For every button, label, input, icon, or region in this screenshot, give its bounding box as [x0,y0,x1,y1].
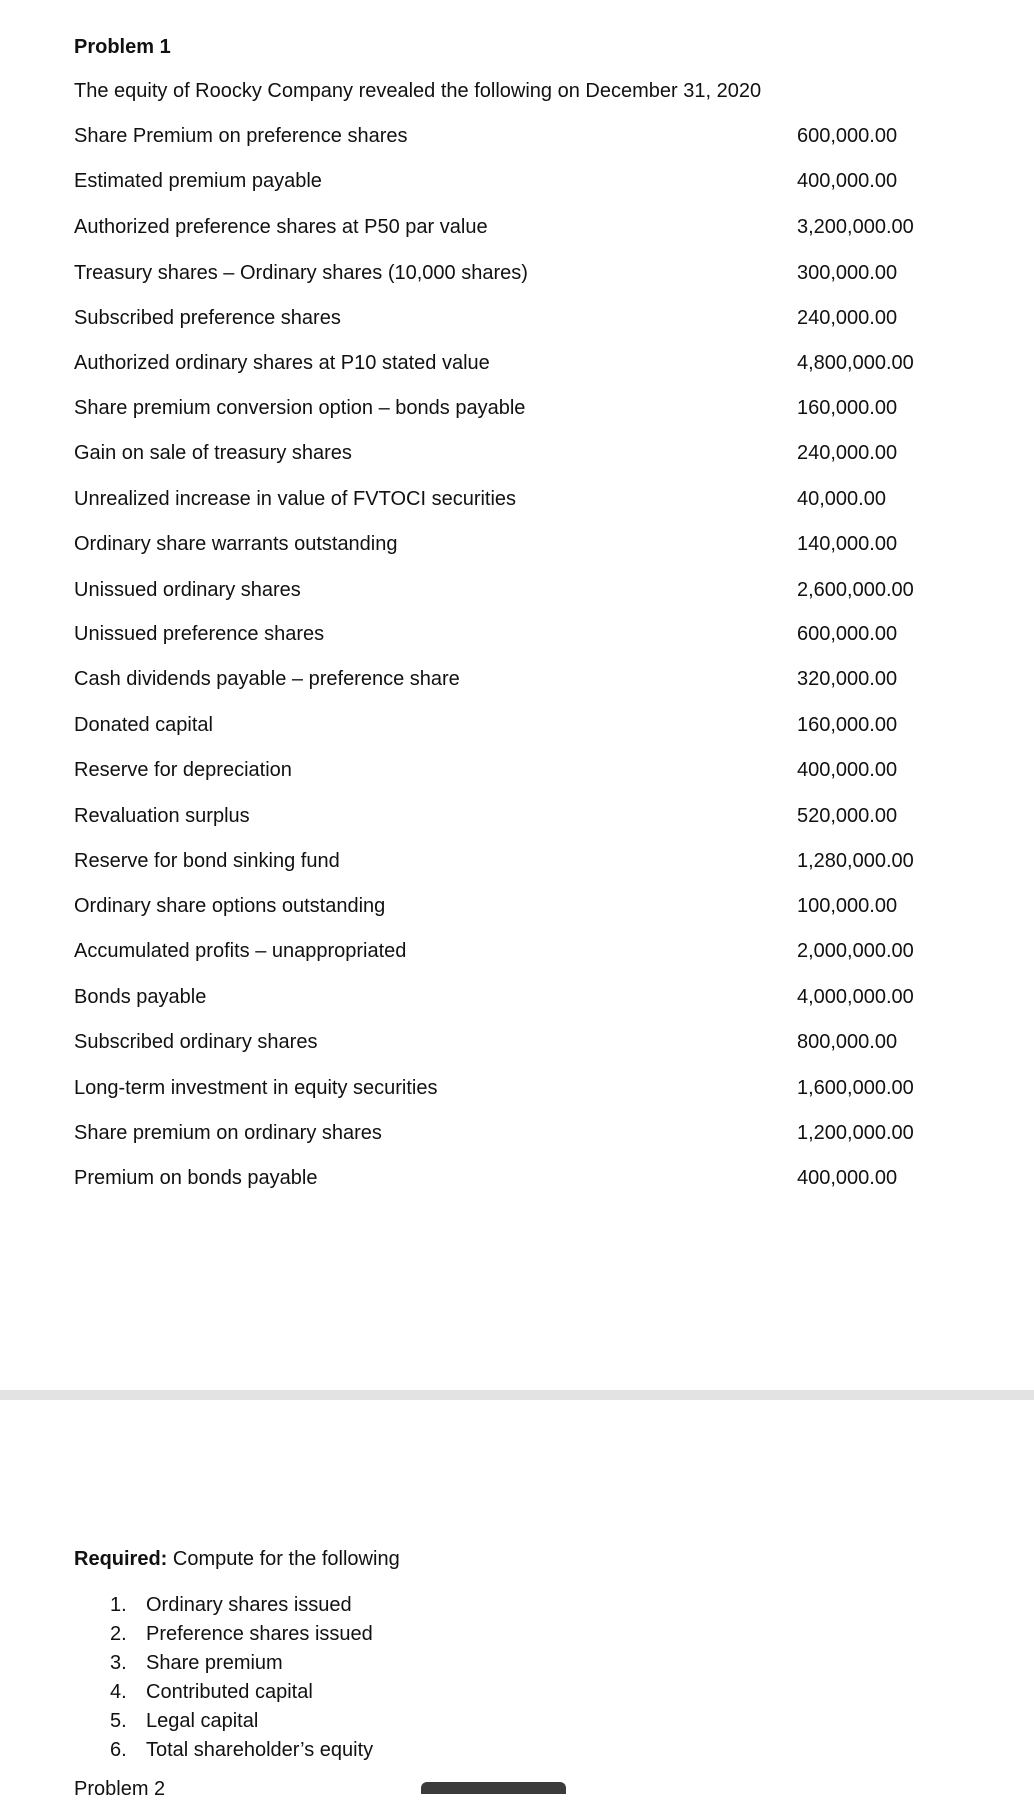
list-item [0,668,1034,698]
required-label: Required: [74,1548,168,1570]
item-label: Estimated premium payable [74,170,322,192]
list-text: Ordinary shares issued [146,1594,352,1616]
list-item [0,759,1034,789]
item-label: Unissued preference shares [74,623,325,645]
item-amount: 1,200,000.00 [797,1122,914,1144]
list-number: 1. [110,1594,127,1616]
list-item [0,579,1034,609]
document-page-2 [0,1400,1034,1800]
list-item [0,1167,1034,1197]
item-amount: 4,000,000.00 [797,986,914,1008]
item-amount: 4,800,000.00 [797,352,914,374]
list-item [0,262,1034,292]
list-item [0,125,1034,155]
list-text: Contributed capital [146,1681,313,1703]
problem-title: Problem 1 [74,36,171,58]
item-amount: 1,600,000.00 [797,1077,914,1099]
item-label: Reserve for bond sinking fund [74,850,340,872]
list-item [0,1739,600,1767]
list-item [0,850,1034,880]
item-label: Donated capital [74,714,213,736]
item-label: Bonds payable [74,986,207,1008]
item-label: Authorized preference shares at P50 par value [74,216,488,238]
item-amount: 400,000.00 [797,170,898,192]
list-item [0,307,1034,337]
item-label: Subscribed preference shares [74,307,341,329]
item-amount: 400,000.00 [797,759,898,781]
item-amount: 240,000.00 [797,442,898,464]
list-item [0,1122,1034,1152]
item-amount: 520,000.00 [797,805,898,827]
next-problem-heading: Problem 2 [74,1778,166,1800]
list-number: 6. [110,1739,127,1761]
list-text: Share premium [146,1652,283,1674]
item-amount: 3,200,000.00 [797,216,914,238]
list-number: 2. [110,1623,127,1645]
list-item [0,895,1034,925]
list-item [0,352,1034,382]
item-label: Share premium on ordinary shares [74,1122,382,1144]
list-item [0,1031,1034,1061]
list-item [0,442,1034,472]
list-item [0,170,1034,200]
item-label: Share premium conversion option – bonds payable [74,397,526,419]
item-amount: 600,000.00 [797,623,898,645]
list-item [0,1710,600,1738]
list-number: 3. [110,1652,127,1674]
item-label: Revaluation surplus [74,805,250,827]
list-text: Legal capital [146,1710,259,1732]
list-number: 4. [110,1681,127,1703]
item-amount: 100,000.00 [797,895,898,917]
item-amount: 1,280,000.00 [797,850,914,872]
list-item [0,940,1034,970]
item-amount: 600,000.00 [797,125,898,147]
item-label: Reserve for depreciation [74,759,292,781]
item-amount: 240,000.00 [797,307,898,329]
problem-intro: The equity of Roocky Company revealed the following on December 31, 2020 [74,80,762,102]
item-label: Subscribed ordinary shares [74,1031,318,1053]
item-amount: 160,000.00 [797,714,898,736]
item-amount: 800,000.00 [797,1031,898,1053]
item-label: Cash dividends payable – preference share [74,668,460,690]
item-amount: 160,000.00 [797,397,898,419]
list-item [0,1623,600,1651]
list-item [0,1652,600,1680]
page-separator [0,1390,1034,1400]
list-item [0,216,1034,246]
item-label: Gain on sale of treasury shares [74,442,352,464]
item-label: Authorized ordinary shares at P10 stated value [74,352,490,374]
item-amount: 2,600,000.00 [797,579,914,601]
list-item [0,533,1034,563]
item-label: Long-term investment in equity securities [74,1077,438,1099]
list-item [0,1681,600,1709]
floating-toolbar[interactable] [421,1782,566,1794]
list-item [0,986,1034,1016]
list-item [0,488,1034,518]
list-item [0,623,1034,653]
list-item [0,397,1034,427]
item-label: Unissued ordinary shares [74,579,301,601]
item-label: Unrealized increase in value of FVTOCI securities [74,488,517,510]
item-label: Ordinary share options outstanding [74,895,386,917]
item-amount: 140,000.00 [797,533,898,555]
item-amount: 2,000,000.00 [797,940,914,962]
item-amount: 40,000.00 [797,488,886,510]
list-item [0,1077,1034,1107]
item-label: Premium on bonds payable [74,1167,318,1189]
list-number: 5. [110,1710,127,1732]
item-amount: 400,000.00 [797,1167,898,1189]
list-text: Total shareholder’s equity [146,1739,374,1761]
item-label: Ordinary share warrants outstanding [74,533,398,555]
item-label: Treasury shares – Ordinary shares (10,000 shares) [74,262,528,284]
item-label: Share Premium on preference shares [74,125,408,147]
list-item [0,805,1034,835]
list-item [0,1594,600,1622]
required-heading [74,1548,400,1571]
required-text: Compute for the following [167,1548,400,1570]
item-amount: 300,000.00 [797,262,898,284]
list-item [0,714,1034,744]
item-amount: 320,000.00 [797,668,898,690]
item-label: Accumulated profits – unappropriated [74,940,407,962]
list-text: Preference shares issued [146,1623,373,1645]
